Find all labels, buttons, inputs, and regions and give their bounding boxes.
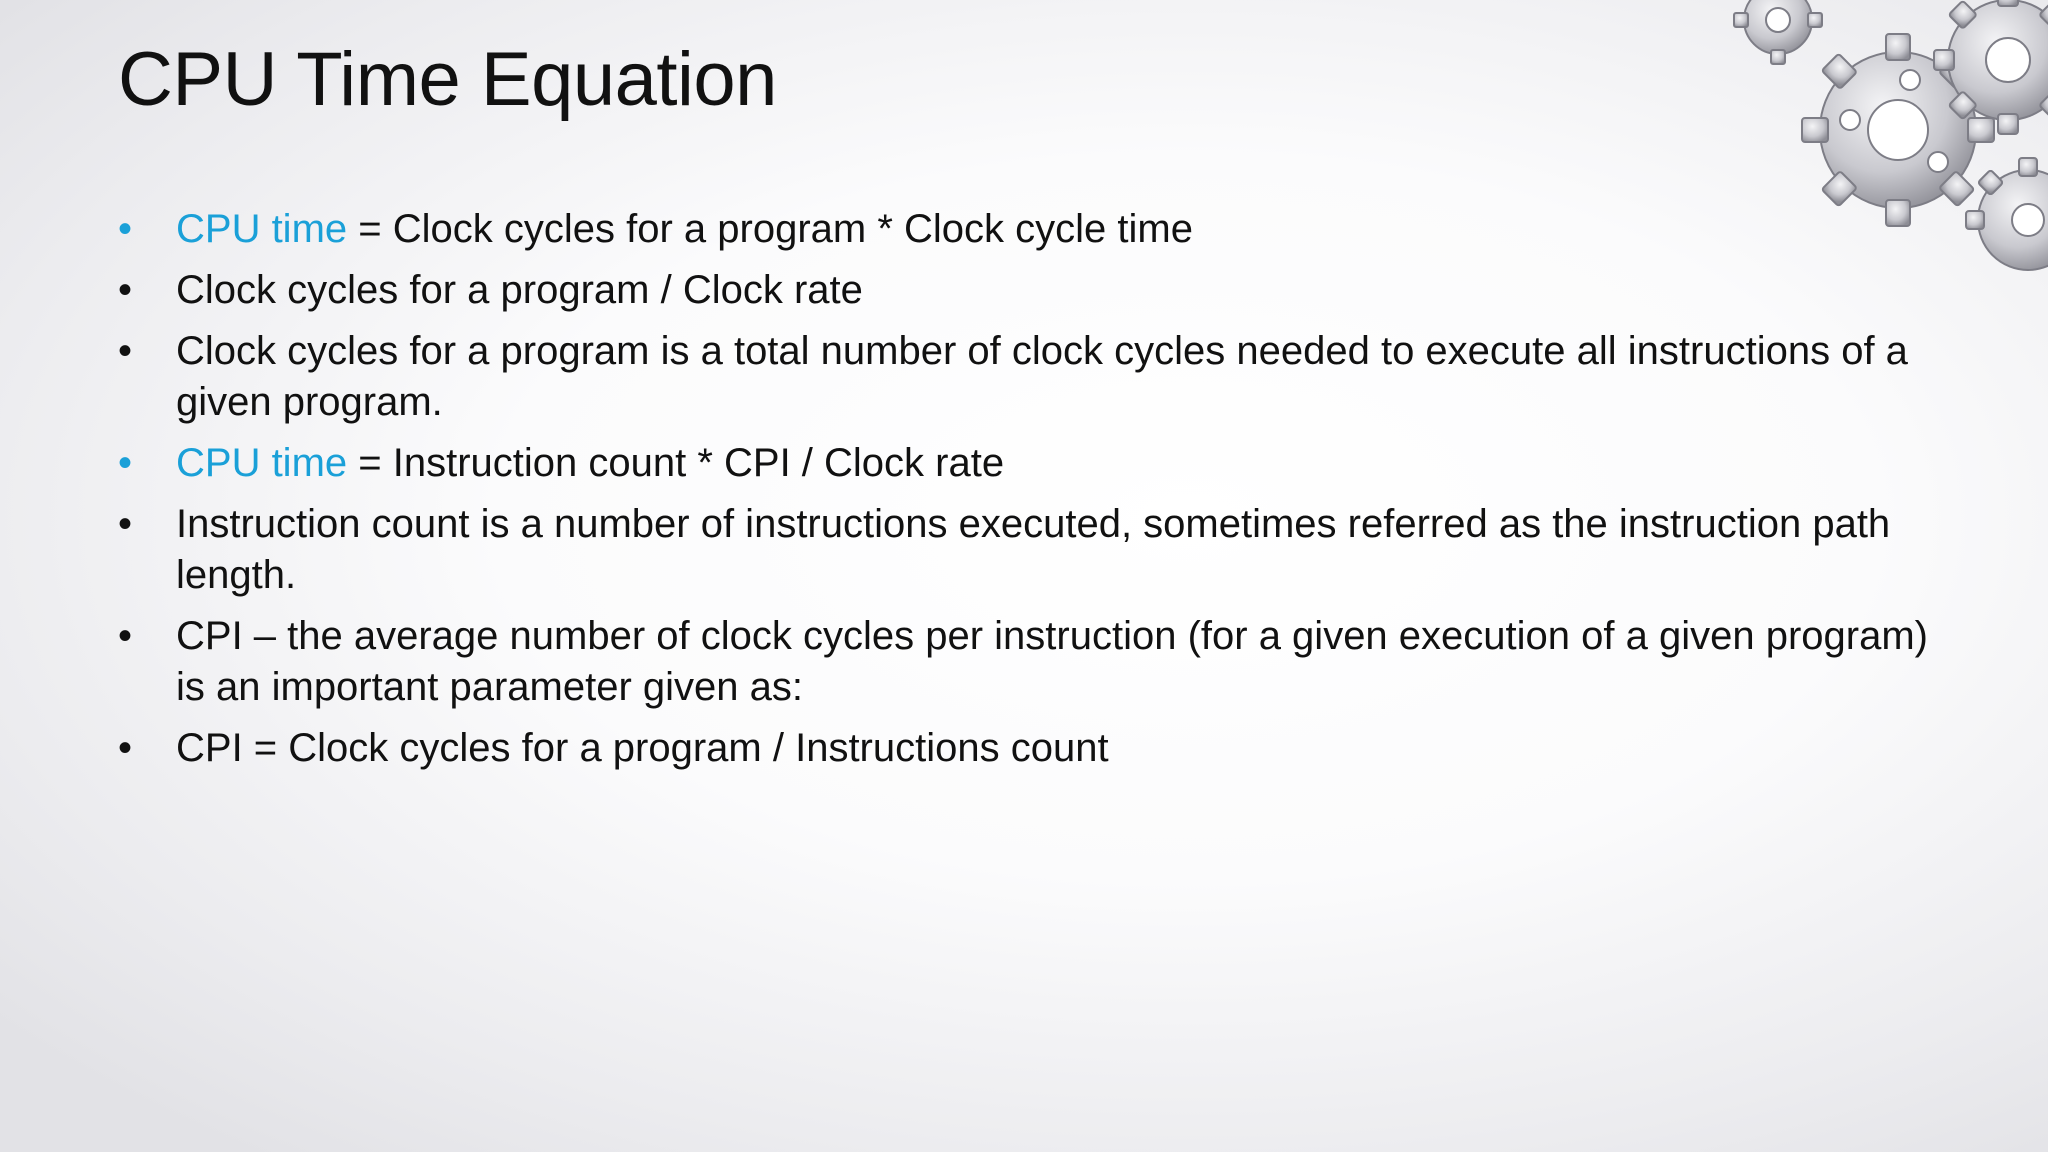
bullet-item (118, 611, 1938, 713)
bullet-highlight: CPU time (176, 207, 348, 251)
bullet-dot: • (118, 207, 133, 251)
bullet-text: = Clock cycles for a program * Clock cycle time (347, 207, 1193, 251)
bullet-dot: • (118, 329, 133, 373)
bullet-dot: • (118, 726, 133, 770)
bullet-item (118, 723, 1938, 774)
bullet-text: CPI – the average number of clock cycles per instruction (for a given execution of a given program) is an important parameter given as: (176, 614, 1928, 709)
bullet-dot: • (118, 502, 133, 546)
bullet-dot: • (118, 268, 133, 312)
bullet-text: Instruction count is a number of instructions executed, sometimes referred as the instruction path length. (176, 502, 1891, 597)
bullet-dot: • (118, 441, 133, 485)
bullet-list (118, 204, 1938, 784)
bullet-item (118, 499, 1938, 601)
bullet-text: CPI = Clock cycles for a program / Instructions count (176, 726, 1109, 770)
slide-title: CPU Time Equation (118, 37, 777, 122)
bullet-item (118, 204, 1938, 255)
bullet-item (118, 326, 1938, 428)
bullet-item (118, 438, 1938, 489)
bullet-text: Clock cycles for a program is a total number of clock cycles needed to execute all instructions of a given program. (176, 329, 1908, 424)
bullet-item (118, 265, 1938, 316)
bullet-dot: • (118, 614, 133, 658)
bullet-text: Clock cycles for a program / Clock rate (176, 268, 863, 312)
bullet-text: = Instruction count * CPI / Clock rate (347, 441, 1005, 485)
bullet-highlight: CPU time (176, 441, 348, 485)
